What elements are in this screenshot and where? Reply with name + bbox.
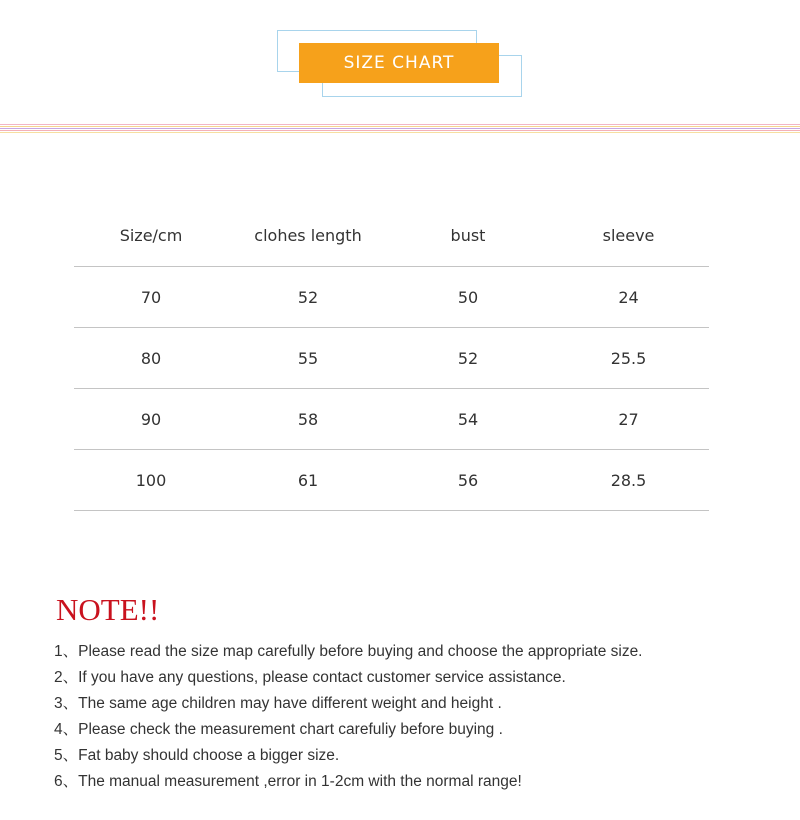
header-sleeve: sleeve xyxy=(548,204,709,267)
stripe-line xyxy=(0,128,800,129)
size-chart-title: SIZE CHART xyxy=(299,43,499,83)
cell-sleeve: 24 xyxy=(548,267,709,328)
table-row xyxy=(74,450,709,511)
size-table xyxy=(74,204,709,511)
cell-bust: 52 xyxy=(388,328,548,389)
cell-size: 90 xyxy=(74,389,228,450)
note-item: 3、The same age children may have different weight and height . xyxy=(54,695,502,712)
cell-sleeve: 27 xyxy=(548,389,709,450)
decorative-stripes xyxy=(0,124,800,134)
cell-clothes-length: 58 xyxy=(228,389,388,450)
table-row xyxy=(74,328,709,389)
size-chart-banner xyxy=(0,0,800,110)
cell-bust: 54 xyxy=(388,389,548,450)
stripe-line xyxy=(0,126,800,127)
cell-clothes-length: 55 xyxy=(228,328,388,389)
notes-list xyxy=(54,641,643,797)
header-clothes-length: clohes length xyxy=(228,204,388,267)
table-header-row xyxy=(74,204,709,267)
note-item: 5、Fat baby should choose a bigger size. xyxy=(54,747,340,764)
header-size: Size/cm xyxy=(74,204,228,267)
cell-size: 80 xyxy=(74,328,228,389)
header-bust: bust xyxy=(388,204,548,267)
note-item: 4、Please check the measurement chart carefuliy before buying . xyxy=(54,721,503,738)
stripe-line xyxy=(0,124,800,125)
cell-clothes-length: 52 xyxy=(228,267,388,328)
cell-size: 100 xyxy=(74,450,228,511)
cell-clothes-length: 61 xyxy=(228,450,388,511)
cell-size: 70 xyxy=(74,267,228,328)
table-row xyxy=(74,389,709,450)
stripe-line xyxy=(0,130,800,131)
table-row xyxy=(74,267,709,328)
note-title: NOTE!! xyxy=(56,592,160,627)
cell-sleeve: 28.5 xyxy=(548,450,709,511)
cell-bust: 56 xyxy=(388,450,548,511)
note-item: 2、If you have any questions, please contact customer service assistance. xyxy=(54,669,566,686)
note-item: 6、The manual measurement ,error in 1-2cm with the normal range! xyxy=(54,773,522,790)
note-item: 1、Please read the size map carefully before buying and choose the appropriate size. xyxy=(54,643,643,660)
cell-bust: 50 xyxy=(388,267,548,328)
stripe-line xyxy=(0,132,800,133)
cell-sleeve: 25.5 xyxy=(548,328,709,389)
